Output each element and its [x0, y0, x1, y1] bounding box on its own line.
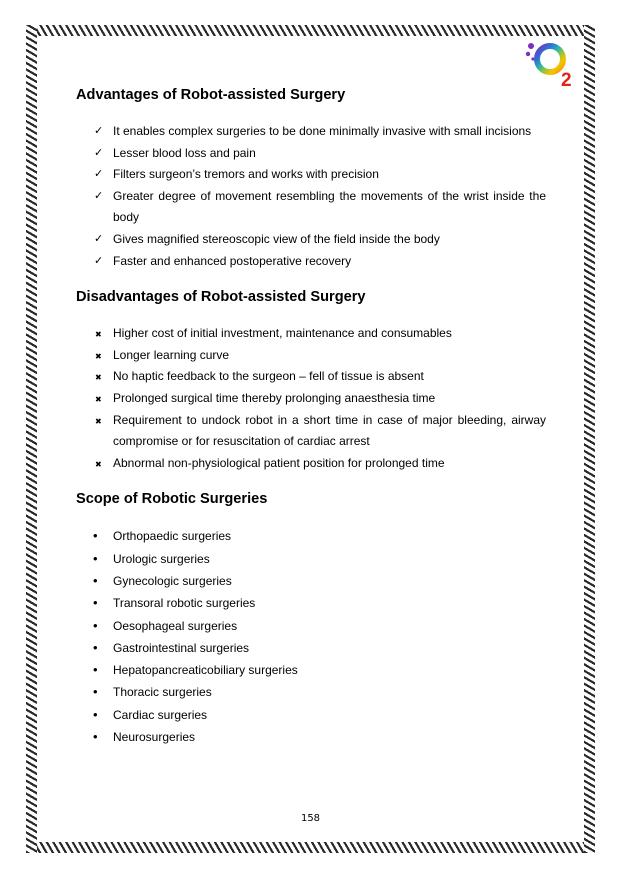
page-border-left: [26, 25, 37, 853]
list-item: ✓ Greater degree of movement resembling the movements of the wrist inside the body: [76, 186, 546, 229]
list-item: ✓ It enables complex surgeries to be done minimally invasive with small incisions: [76, 121, 546, 143]
cross-icon: ✖: [95, 330, 102, 340]
page-border-right: [584, 25, 595, 853]
list-item: • Gynecologic surgeries: [76, 570, 546, 592]
list-item: ✖ Higher cost of initial investment, maintenance and consumables: [76, 323, 546, 345]
list-item: • Transoral robotic surgeries: [76, 592, 546, 614]
list-item: • Hepatopancreaticobiliary surgeries: [76, 659, 546, 681]
checkmark-icon: ✓: [94, 189, 104, 202]
bullet-icon: •: [93, 706, 98, 722]
cross-icon: ✖: [95, 459, 102, 469]
cross-icon: ✖: [95, 394, 102, 404]
checkmark-icon: ✓: [94, 125, 104, 137]
scope-list: [76, 525, 546, 748]
bullet-icon: •: [93, 662, 98, 678]
page-border-bottom: [26, 842, 595, 853]
bullet-icon: •: [93, 639, 98, 655]
list-item: ✓ Gives magnified stereoscopic view of the field inside the body: [76, 229, 546, 251]
bullet-icon: •: [93, 528, 98, 544]
list-item: ✖ Prolonged surgical time thereby prolonging anaesthesia time: [76, 388, 546, 410]
disadvantages-heading: Disadvantages of Robot-assisted Surgery: [76, 289, 366, 306]
bullet-icon: •: [93, 550, 98, 566]
cross-icon: ✖: [95, 373, 102, 383]
list-item: • Orthopaedic surgeries: [76, 525, 546, 547]
checkmark-icon: ✓: [94, 168, 104, 181]
cross-icon: ✖: [95, 416, 102, 426]
list-item: ✖ Abnormal non-physiological patient position for prolonged time: [76, 453, 546, 475]
o2-logo-icon: [524, 38, 578, 88]
list-item: ✓ Faster and enhanced postoperative recovery: [76, 251, 546, 273]
list-item: ✖ No haptic feedback to the surgeon – fell of tissue is absent: [76, 366, 546, 388]
bullet-icon: •: [93, 617, 98, 633]
list-item: ✖ Longer learning curve: [76, 345, 546, 367]
list-item: • Urologic surgeries: [76, 548, 546, 570]
page-content: [76, 84, 546, 748]
list-item: • Oesophageal surgeries: [76, 615, 546, 637]
bullet-icon: •: [93, 595, 98, 611]
checkmark-icon: ✓: [94, 254, 104, 267]
advantages-list: [76, 121, 546, 272]
bullet-icon: •: [93, 684, 98, 700]
checkmark-icon: ✓: [94, 232, 104, 245]
svg-text:2: 2: [561, 70, 572, 88]
list-item: ✓ Lesser blood loss and pain: [76, 143, 546, 165]
cross-icon: ✖: [95, 351, 102, 361]
page-number: 158: [300, 813, 321, 824]
bullet-icon: •: [93, 728, 98, 744]
list-item: • Neurosurgeries: [76, 726, 546, 748]
checkmark-icon: ✓: [94, 146, 104, 159]
list-item: ✖ Requirement to undock robot in a short time in case of major bleeding, airway compromise or for resuscitation of cardiac arrest: [95, 412, 546, 449]
list-item: • Gastrointestinal surgeries: [76, 637, 546, 659]
list-item: • Thoracic surgeries: [76, 681, 546, 703]
advantages-heading: Advantages of Robot-assisted Surgery: [76, 87, 346, 103]
list-item: ✓ Filters surgeon’s tremors and works with precision: [76, 164, 546, 186]
page-border-top: [26, 25, 595, 36]
scope-heading: Scope of Robotic Surgeries: [76, 491, 268, 508]
list-item: • Cardiac surgeries: [76, 704, 546, 726]
disadvantages-list: [76, 323, 546, 474]
bullet-icon: •: [93, 572, 98, 588]
